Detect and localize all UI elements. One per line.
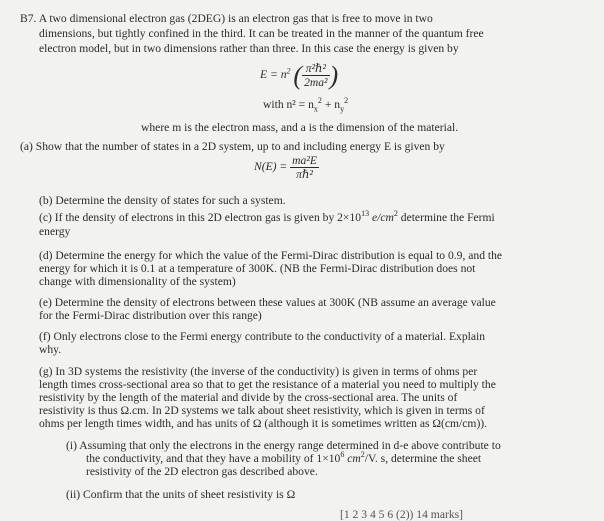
- part-g-i-line-2: the conductivity, and that they have a mobility of $1\times 10^6$ $cm^2/V$. s, determine the sheet: [86, 450, 482, 465]
- part-d-line-1: (d) Determine the energy for which the value of the Fermi-Dirac distribution is equal to 0.9, and the: [39, 249, 503, 262]
- part-g-i-line-3: resistivity of the 2D electron gas described above.: [86, 465, 318, 478]
- part-f-line-1: (f) Only electrons close to the Fermi energy contribute to the conductivity of a material. Explain: [39, 330, 486, 343]
- density-fraction: $\frac{\text{ma²E}}{\text{πℏ²}}$: [292, 154, 317, 181]
- marks-line-cutoff: [1 2 3 4 5 6 (2)) 14 marks]: [340, 508, 463, 521]
- part-g-line-5: ohms per length times width, and has units of Ω (although it is sometimes written as Ω(cm/cm)).: [39, 417, 488, 430]
- energy-equation: $E = n^2$ ( $\frac{\text{π²ℏ²}}{\text{2ma²}}$ ): [260, 61, 339, 90]
- part-d-line-3: change with dimensionality of the system): [39, 275, 236, 288]
- part-d-line-2: energy for which it is 0.1 at a temperature of 300K. (NB the Fermi-Dirac distribution does not: [39, 262, 476, 275]
- part-g-ii-line: (ii) Confirm that the units of sheet resistivity is Ω: [66, 488, 296, 501]
- problem-intro-line-2: dimensions, but tightly confined in the third. It can be treated in the manner of the quantum free: [39, 27, 484, 40]
- part-g-line-1: (g) In 3D systems the resistivity (the inverse of the conductivity) is given in terms of ohms per: [39, 365, 478, 378]
- problem-intro-line-1: B7. A two dimensional electron gas (2DEG) is an electron gas that is free to move in two: [20, 12, 433, 25]
- part-c-line-2: energy: [39, 225, 71, 238]
- where-line: where m is the electron mass, and a is the dimension of the material.: [141, 121, 459, 134]
- part-c-line-1: (c) If the density of electrons in this 2D electron gas is given by $2\times 10^{13}$ $e/cm^2$ determine the Fermi: [39, 209, 495, 224]
- problem-intro-line-3: electron model, but in two dimensions rather than three. In this case the energy is given by: [39, 42, 459, 55]
- problem-number: B7.: [20, 12, 37, 25]
- part-g-line-2: length times cross-sectional area so that to get the resistance of a material you need to multiply the: [39, 378, 496, 391]
- part-g-line-4: resistivity is thus Ω.cm. In 2D systems we talk about sheet resistivity, which is given in terms of: [39, 404, 485, 417]
- energy-fraction: $\frac{\text{π²ℏ²}}{\text{2ma²}}$: [304, 62, 328, 89]
- part-a-equation: N(E) = $\frac{\text{ma²E}}{\text{πℏ²}}$: [254, 154, 317, 181]
- part-a-text: (a) Show that the number of states in a 2D system, up to and including energy E is given by: [20, 140, 445, 153]
- part-e-line-2: for the Fermi-Dirac distribution over this range): [39, 309, 262, 322]
- part-e-line-1: (e) Determine the density of electrons between these values at 300K (NB assume an average value: [39, 296, 496, 309]
- part-g-i-line-1: (i) Assuming that only the electrons in the energy range determined in d-e above contribute to: [66, 439, 501, 452]
- part-g-line-3: resistivity by the length of the material and divide by the cross-sectional area. The units of: [39, 391, 458, 404]
- part-f-line-2: why.: [39, 343, 62, 356]
- n-squared-equation: with $n^2 = n_x^2 + n_y^2$: [263, 96, 349, 114]
- part-b-text: (b) Determine the density of states for such a system.: [39, 194, 286, 207]
